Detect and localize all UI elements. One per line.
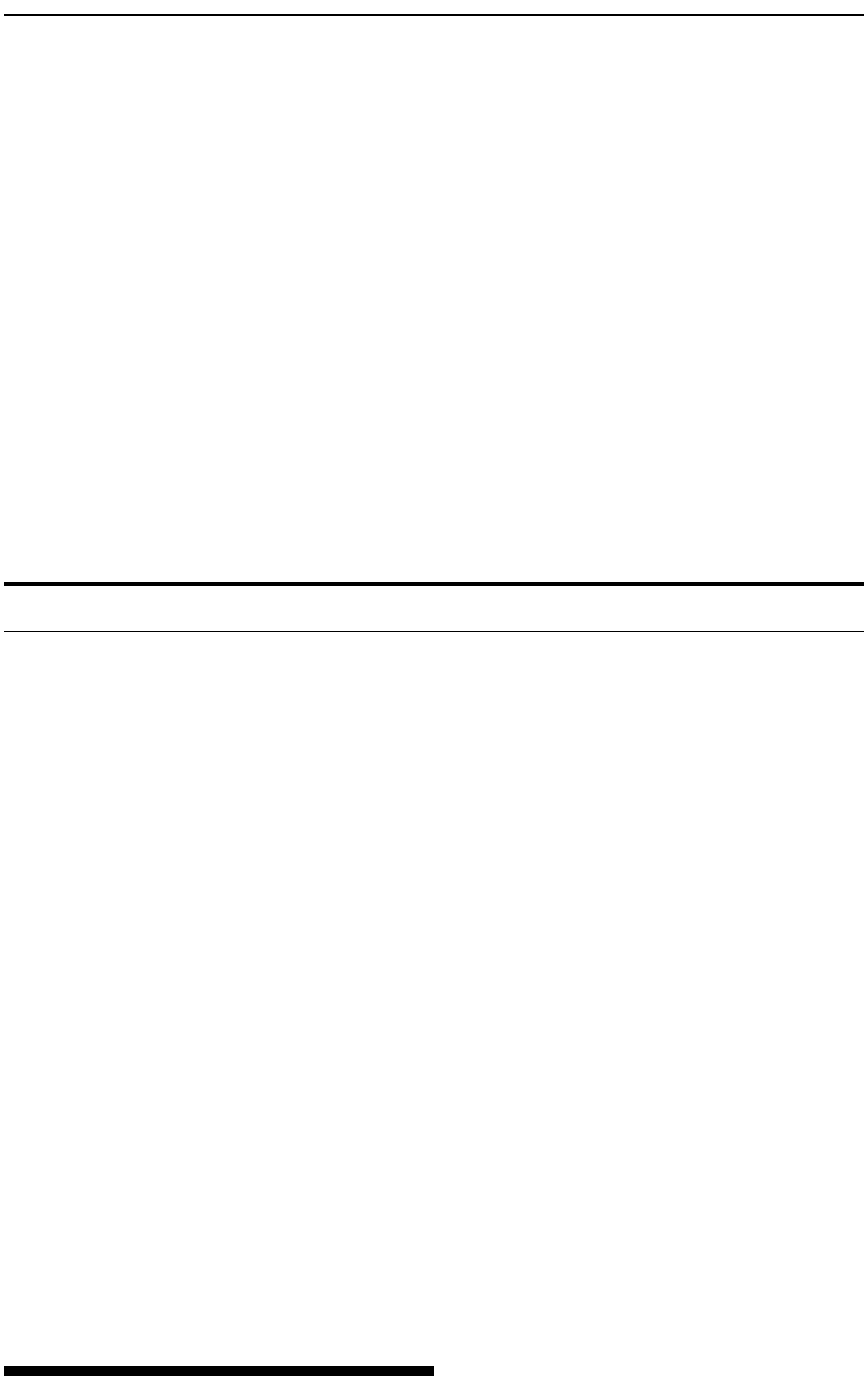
- service-guide-section: [4, 636, 864, 1366]
- deadlines-line: [4, 585, 864, 587]
- classified-top-section: [4, 18, 864, 578]
- service-guide-banner: [4, 582, 864, 632]
- page-folio: [4, 0, 864, 16]
- call-today-bar: [4, 1366, 434, 1376]
